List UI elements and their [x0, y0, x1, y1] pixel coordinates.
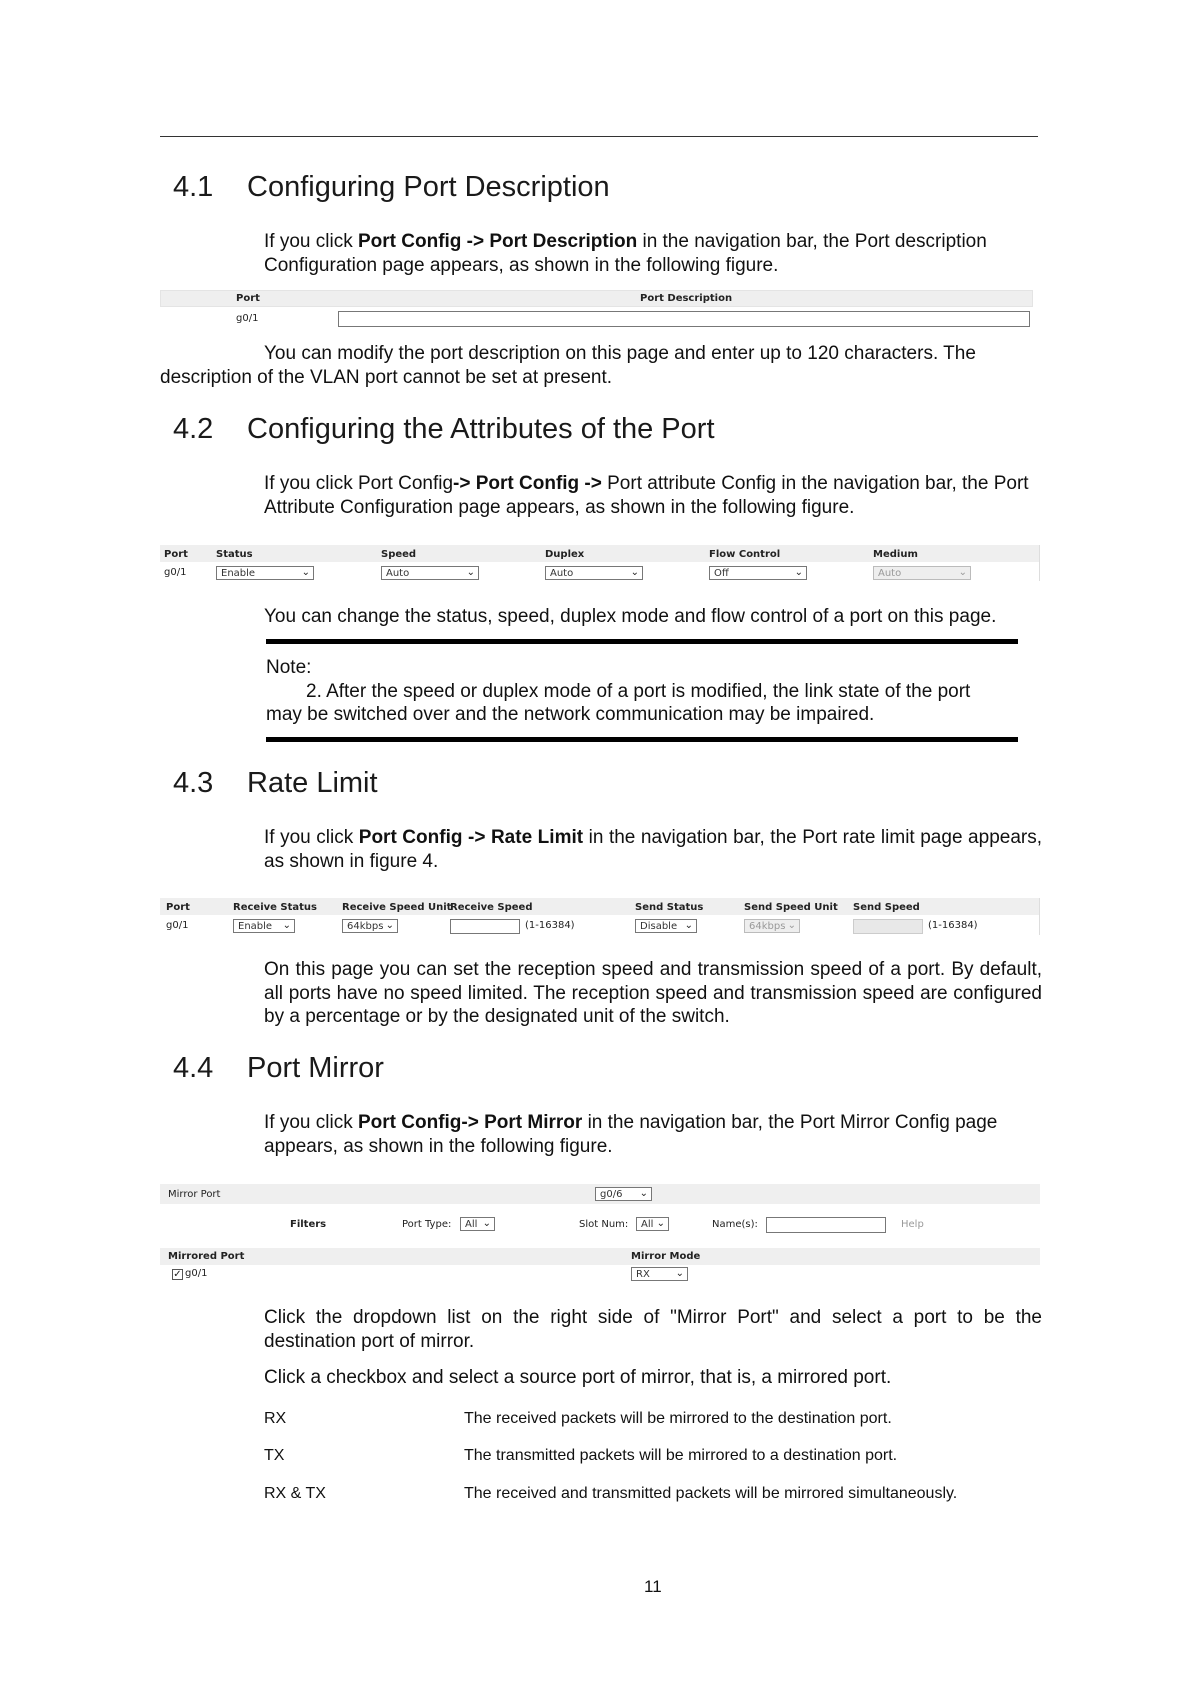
port-mirror-figure — [160, 1184, 1040, 1284]
chevron-down-icon: ⌄ — [466, 567, 475, 578]
section-4-1-body-line2: description of the VLAN port cannot be set at present. — [160, 367, 613, 388]
note-top-rule — [266, 639, 1018, 644]
section-4-1-body-line1: You can modify the port description on this page and enter up to 120 characters. The — [264, 343, 976, 364]
col-header-duplex: Duplex — [545, 549, 585, 560]
col-header-port: Port — [166, 902, 190, 913]
check-icon: ✓ — [173, 1269, 182, 1280]
chevron-down-icon: ⌄ — [301, 567, 310, 578]
mode-tx-desc: The transmitted packets will be mirrored to a destination port. — [464, 1447, 898, 1464]
section-heading-4-1: 4.1 Configuring Port Description — [173, 171, 610, 203]
section-heading-4-2: 4.2 Configuring the Attributes of the Port — [173, 413, 715, 445]
port-cell: g0/1 — [236, 313, 259, 324]
chevron-down-icon: ⌄ — [656, 1218, 665, 1229]
header-rule — [160, 136, 1038, 137]
col-header-receive-speed: Receive Speed — [450, 902, 533, 913]
chevron-down-icon: ⌄ — [787, 920, 796, 931]
mirror-mode-select[interactable]: RX ⌄ — [631, 1267, 688, 1281]
section-4-3-body: On this page you can set the reception speed and transmission speed of a port. By default, all ports have no speed limited. The reception speed and transmission speed are configured by a percentage or by the designated unit of the switch. — [264, 959, 1042, 1027]
help-link[interactable]: Help — [901, 1219, 924, 1230]
chevron-down-icon: ⌄ — [958, 567, 967, 578]
slot-num-label: Slot Num: — [579, 1219, 629, 1230]
mode-rx-term: RX — [264, 1410, 287, 1427]
chevron-down-icon: ⌄ — [282, 920, 291, 931]
filters-label: Filters — [290, 1219, 327, 1230]
send-speed-unit-select: 64kbps ⌄ — [744, 919, 800, 933]
port-type-label: Port Type: — [402, 1219, 452, 1230]
port-attribute-figure — [160, 545, 1040, 581]
col-header-mirrored-port: Mirrored Port — [168, 1251, 245, 1262]
chevron-down-icon: ⌄ — [675, 1268, 684, 1279]
receive-speed-range: (1-16384) — [525, 920, 575, 931]
port-type-select[interactable]: All ⌄ — [460, 1217, 495, 1231]
receive-speed-unit-select[interactable]: 64kbps ⌄ — [342, 919, 398, 933]
chevron-down-icon: ⌄ — [630, 567, 639, 578]
mode-tx-term: TX — [264, 1447, 285, 1464]
col-header-send-status: Send Status — [635, 902, 704, 913]
col-header-receive-status: Receive Status — [233, 902, 317, 913]
port-cell: g0/1 — [164, 567, 187, 578]
chevron-down-icon: ⌄ — [684, 920, 693, 931]
section-4-2-intro: If you click Port Config-> Port Config -> Port attribute Config in the navigation bar, the Port Attribute Configuration page appears, as shown in the following figure. — [264, 473, 1029, 518]
section-4-2-body: You can change the status, speed, duplex mode and flow control of a port on this page. — [264, 606, 997, 627]
col-header-receive-speed-unit: Receive Speed Unit — [342, 902, 452, 913]
chevron-down-icon: ⌄ — [639, 1188, 648, 1199]
section-4-1-intro: If you click Port Config -> Port Description in the navigation bar, the Port description Configuration page appears, as shown in the following figure. — [264, 231, 987, 276]
flow-control-select[interactable]: Off ⌄ — [709, 566, 807, 580]
port-cell: g0/1 — [166, 920, 189, 931]
mirrored-port-checkbox[interactable] — [172, 1269, 183, 1280]
names-input[interactable] — [766, 1217, 886, 1233]
medium-select: Auto ⌄ — [873, 566, 971, 580]
col-header-mirror-mode: Mirror Mode — [631, 1251, 701, 1262]
note-line-1: 2. After the speed or duplex mode of a port is modified, the link state of the port — [306, 681, 971, 702]
send-speed-input — [853, 919, 923, 934]
mirror-port-select[interactable]: g0/6 ⌄ — [595, 1187, 652, 1201]
col-header-medium: Medium — [873, 549, 918, 560]
slot-num-select[interactable]: All ⌄ — [636, 1217, 669, 1231]
mode-rxtx-desc: The received and transmitted packets will be mirrored simultaneously. — [464, 1485, 958, 1502]
section-4-3-intro: If you click Port Config -> Rate Limit in the navigation bar, the Port rate limit page appears, as shown in figure 4. — [264, 827, 1042, 872]
chevron-down-icon: ⌄ — [482, 1218, 491, 1229]
mode-rxtx-term: RX & TX — [264, 1485, 326, 1502]
section-4-4-intro: If you click Port Config-> Port Mirror in the navigation bar, the Port Mirror Config page appears, as shown in the following figure. — [264, 1112, 998, 1157]
send-speed-range: (1-16384) — [928, 920, 978, 931]
col-header-send-speed: Send Speed — [853, 902, 920, 913]
col-header-port-description: Port Description — [640, 293, 733, 304]
receive-status-select[interactable]: Enable ⌄ — [233, 919, 295, 933]
col-header-send-speed-unit: Send Speed Unit — [744, 902, 838, 913]
mirror-port-label: Mirror Port — [168, 1189, 221, 1200]
port-description-figure — [160, 290, 1033, 329]
col-header-port: Port — [164, 549, 188, 560]
duplex-select[interactable]: Auto ⌄ — [545, 566, 643, 580]
status-select[interactable]: Enable ⌄ — [216, 566, 314, 580]
send-status-select[interactable]: Disable ⌄ — [635, 919, 697, 933]
port-description-input[interactable] — [338, 311, 1030, 327]
section-heading-4-4: 4.4 Port Mirror — [173, 1052, 384, 1084]
mirrored-port-name: g0/1 — [185, 1268, 208, 1279]
col-header-port: Port — [236, 293, 260, 304]
note-line-2: may be switched over and the network communication may be impaired. — [266, 704, 875, 725]
chevron-down-icon: ⌄ — [385, 920, 394, 931]
note-bottom-rule — [266, 737, 1018, 742]
rate-limit-figure — [160, 898, 1040, 935]
chevron-down-icon: ⌄ — [794, 567, 803, 578]
page-number: 11 — [644, 1577, 662, 1596]
section-4-4-body-2: Click a checkbox and select a source port of mirror, that is, a mirrored port. — [264, 1367, 892, 1388]
section-heading-4-3: 4.3 Rate Limit — [173, 767, 378, 799]
note-label: Note: — [266, 657, 312, 678]
col-header-flow-control: Flow Control — [709, 549, 781, 560]
speed-select[interactable]: Auto ⌄ — [381, 566, 479, 580]
col-header-status: Status — [216, 549, 253, 560]
section-4-4-body-1: Click the dropdown list on the right side of "Mirror Port" and select a port to be the destination port of mirror. — [264, 1307, 1042, 1352]
receive-speed-input[interactable] — [450, 919, 520, 934]
mode-rx-desc: The received packets will be mirrored to the destination port. — [464, 1410, 892, 1427]
col-header-speed: Speed — [381, 549, 417, 560]
names-label: Name(s): — [712, 1219, 758, 1230]
